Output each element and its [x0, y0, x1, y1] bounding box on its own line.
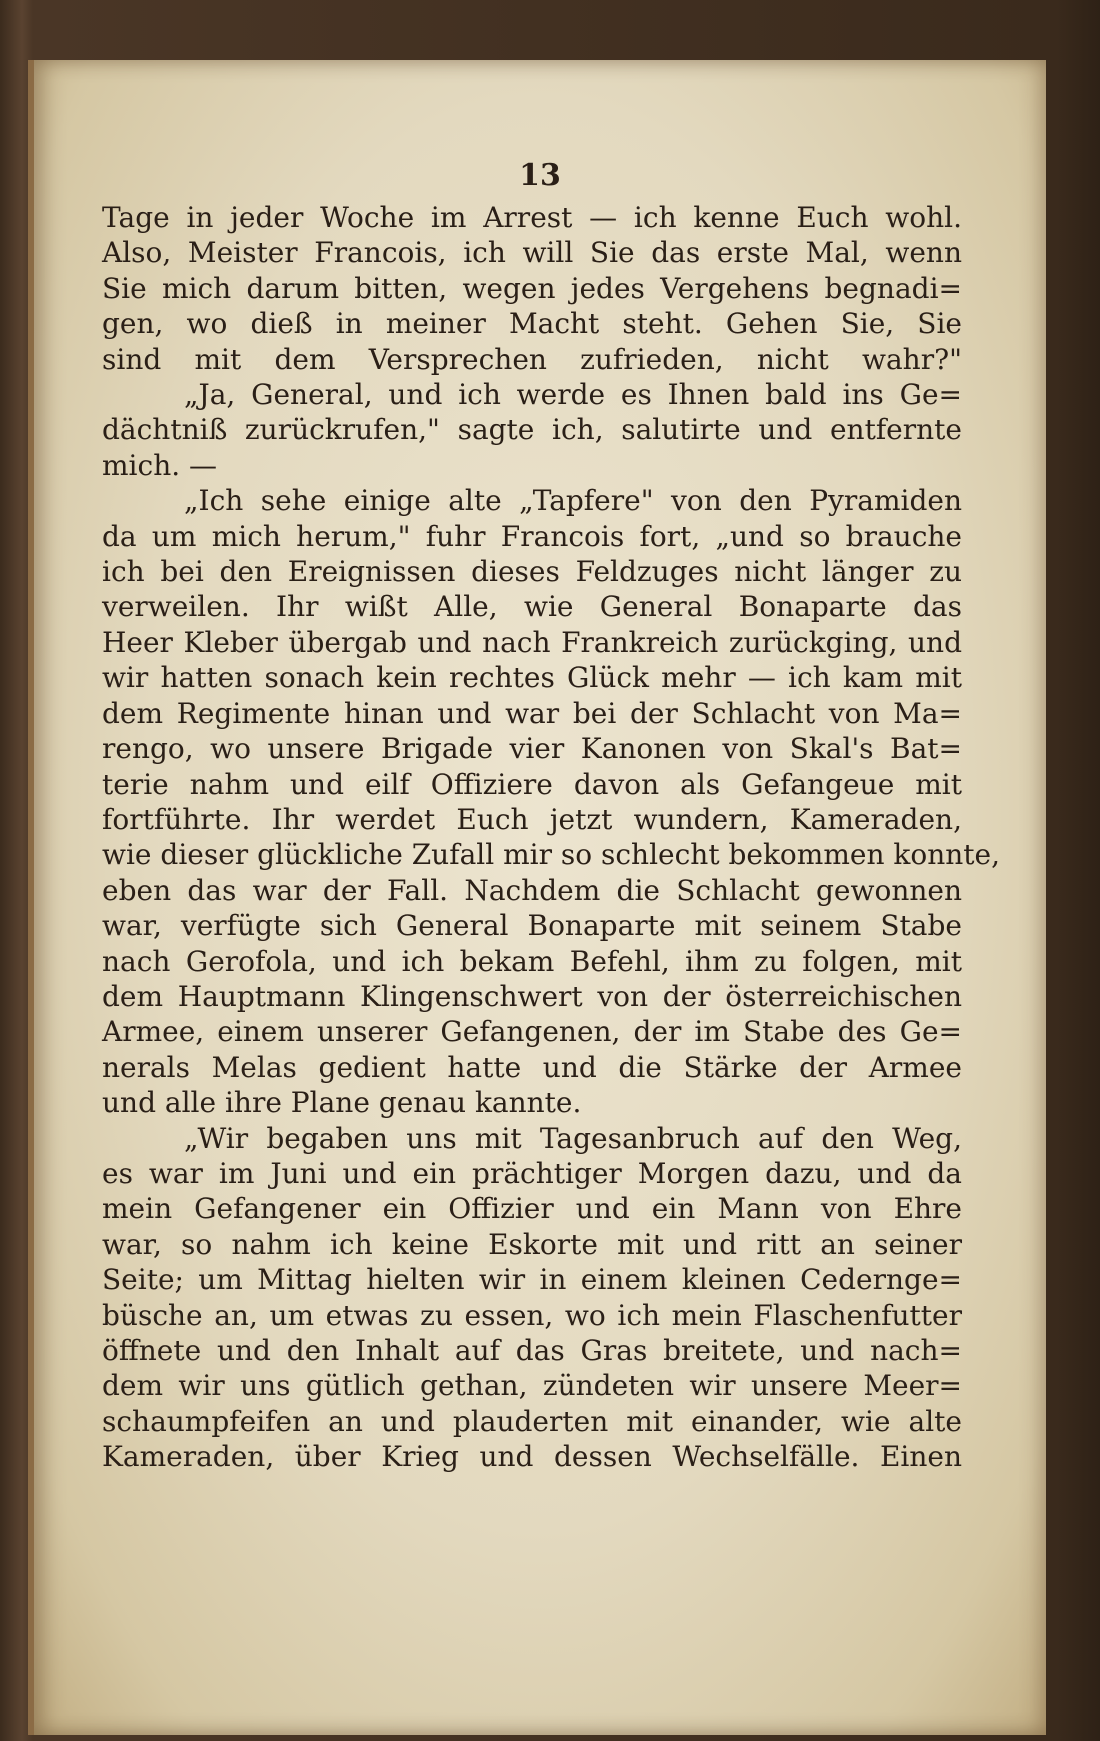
text-line: „Ich sehe einige alte „Tapfere" von den Pyramiden: [184, 484, 962, 518]
text-line: terie nahm und eilf Offiziere davon als Gefangeue mit: [102, 767, 962, 801]
text-line: dem Regimente hinan und war bei der Schlacht von Ma=: [102, 696, 962, 730]
text-line: Tage in jeder Woche im Arrest — ich kenne Euch wohl.: [102, 201, 962, 234]
text-line: schaumpfeifen an und plauderten mit einander, wie alte: [102, 1404, 962, 1438]
text-line: war, verfügte sich General Bonaparte mit seinem Stabe: [102, 909, 962, 943]
text-line: Heer Kleber übergab und nach Frankreich zurückging, und: [102, 625, 962, 659]
text-line: wir hatten sonach kein rechtes Glück mehr — ich kam mit: [102, 661, 962, 695]
book-page: [28, 60, 1046, 1735]
text-line: öffnete und den Inhalt auf das Gras breitete, und nach=: [102, 1334, 962, 1367]
text-line: mein Gefangener ein Offizier und ein Mann von Ehre: [102, 1192, 962, 1226]
text-line: wie dieser glückliche Zufall mir so schlecht bekommen konnte,: [102, 838, 1001, 872]
text-line: ich bei den Ereignissen dieses Feldzuges nicht länger zu: [102, 555, 962, 589]
text-line: dem Hauptmann Klingenschwert von der österreichischen: [102, 979, 962, 1013]
text-line: mich. —: [102, 448, 218, 482]
text-line: Also, Meister Francois, ich will Sie das erste Mal, wenn: [102, 236, 962, 270]
text-line: „Wir begaben uns mit Tagesanbruch auf den Weg,: [184, 1121, 962, 1155]
text-line: gen, wo dieß in meiner Macht steht. Gehen Sie, Sie: [102, 307, 962, 341]
text-line: da um mich herum," fuhr Francois fort, „und so brauche: [102, 519, 962, 553]
text-line: es war im Juni und ein prächtiger Morgen dazu, und da: [102, 1156, 962, 1190]
text-line: sind mit dem Versprechen zufrieden, nicht wahr?": [102, 342, 962, 376]
text-line: dem wir uns gütlich gethan, zündeten wir unsere Meer=: [102, 1369, 962, 1403]
page-body-text: [102, 200, 1001, 1475]
text-line: „Ja, General, und ich werde es Ihnen bald ins Ge=: [184, 378, 962, 412]
text-line: büsche an, um etwas zu essen, wo ich mein Flaschenfutter: [102, 1298, 962, 1332]
text-line: nach Gerofola, und ich bekam Befehl, ihm zu folgen, mit: [102, 944, 962, 978]
page-number: 13: [519, 158, 561, 193]
text-line: und alle ihre Plane genau kannte.: [102, 1086, 582, 1120]
text-line: war, so nahm ich keine Eskorte mit und ritt an seiner: [102, 1227, 962, 1261]
text-line: Seite; um Mittag hielten wir in einem kleinen Cederngе=: [102, 1263, 962, 1297]
text-line: eben das war der Fall. Nachdem die Schlacht gewonnen: [102, 873, 962, 907]
text-line: fortführte. Ihr werdet Euch jetzt wundern, Kameraden,: [102, 802, 962, 836]
text-line: Sie mich darum bitten, wegen jedes Vergehens begnadi=: [102, 271, 962, 305]
text-line: nerals Melas gedient hatte und die Stärke der Armee: [102, 1050, 962, 1084]
text-line: dächtniß zurückrufen," sagte ich, salutirte und entfernte: [102, 413, 962, 447]
text-line: verweilen. Ihr wißt Alle, wie General Bonaparte das: [102, 590, 962, 624]
text-line: rengo, wo unsere Brigade vier Kanonen von Skal's Bat=: [102, 732, 962, 766]
text-line: Armee, einem unserer Gefangenen, der im Stabe des Ge=: [102, 1015, 962, 1049]
text-line: Kameraden, über Krieg und dessen Wechselfälle. Einen: [102, 1440, 962, 1474]
